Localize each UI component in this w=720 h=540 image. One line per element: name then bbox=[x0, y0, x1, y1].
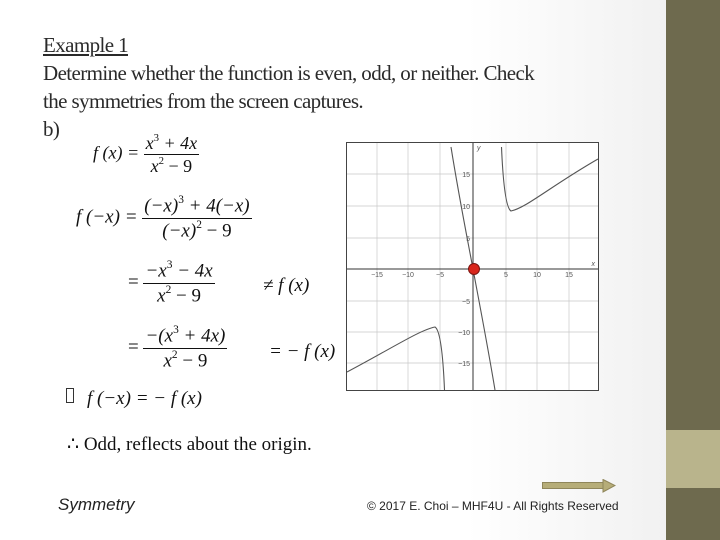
f-numerator: $x^3 + 4x$ bbox=[145, 132, 198, 154]
f-of-x-label: f (x) = bbox=[93, 142, 140, 163]
y-tick-label: 5 bbox=[466, 236, 470, 243]
step3-denominator: $x^2 - 9$ bbox=[143, 348, 227, 373]
y-tick-label: −15 bbox=[458, 361, 470, 368]
x-axis-label: x bbox=[591, 261, 595, 268]
part-label: b) bbox=[43, 117, 60, 141]
y-tick-label: −10 bbox=[458, 330, 470, 337]
factor-step bbox=[128, 324, 227, 372]
step1-denominator: $(-x)^2 - 9$ bbox=[142, 218, 251, 243]
simplify-step bbox=[128, 259, 215, 307]
x-tick-label: 10 bbox=[533, 272, 541, 279]
odd-result: f (−x) = − f (x) bbox=[87, 388, 202, 409]
footer-copyright: © 2017 E. Choi – MHF4U - All Rights Reserved bbox=[367, 499, 619, 513]
next-slide-arrow-icon[interactable] bbox=[542, 479, 616, 493]
placeholder-glyph bbox=[66, 388, 74, 403]
step1-numerator: $(-x)^3 + 4(-x)$ bbox=[144, 194, 250, 217]
footer-topic: Symmetry bbox=[58, 495, 135, 514]
sidebar-band-dark bbox=[666, 0, 720, 430]
x-tick-label: −15 bbox=[371, 272, 383, 279]
x-tick-label: −10 bbox=[402, 272, 414, 279]
slide-title: Example 1 bbox=[43, 33, 128, 57]
equal-negative-f-x: = − f (x) bbox=[269, 341, 336, 362]
y-tick-label: 10 bbox=[462, 204, 470, 211]
step1-fraction bbox=[142, 194, 251, 242]
step2-denominator: $x^2 - 9$ bbox=[143, 283, 214, 308]
substitution-step bbox=[76, 194, 252, 242]
x-tick-label: 15 bbox=[565, 272, 573, 279]
function-graph bbox=[346, 142, 599, 391]
step2-fraction bbox=[143, 259, 214, 307]
x-tick-label: 5 bbox=[504, 272, 508, 279]
step3-numerator: $-(x^3 + 4x)$ bbox=[145, 324, 226, 347]
equals-sign: = bbox=[128, 336, 139, 358]
step2-numerator: $-x^3 - 4x$ bbox=[145, 259, 213, 282]
not-equal-f-x: ≠ f (x) bbox=[263, 275, 310, 296]
equals-sign: = bbox=[128, 271, 139, 293]
f-fraction bbox=[144, 132, 200, 177]
y-axis-label: y bbox=[477, 145, 481, 152]
x-tick-label: −5 bbox=[436, 272, 444, 279]
origin-point-marker bbox=[469, 264, 480, 275]
conclusion: ∴ Odd, reflects about the origin. bbox=[67, 434, 312, 455]
instruction-line-2: the symmetries from the screen captures. bbox=[43, 89, 364, 113]
f-denominator: $x^2 - 9$ bbox=[144, 154, 200, 177]
function-definition bbox=[93, 132, 199, 177]
y-tick-label: 15 bbox=[462, 172, 470, 179]
sidebar-band-light bbox=[666, 430, 720, 488]
instruction-line-1: Determine whether the function is even, odd, or neither. Check bbox=[43, 61, 535, 85]
step3-fraction bbox=[143, 324, 227, 372]
sidebar-band-bottom bbox=[666, 488, 720, 540]
f-neg-x-label: f (−x) = bbox=[76, 206, 138, 228]
y-tick-label: −5 bbox=[462, 299, 470, 306]
